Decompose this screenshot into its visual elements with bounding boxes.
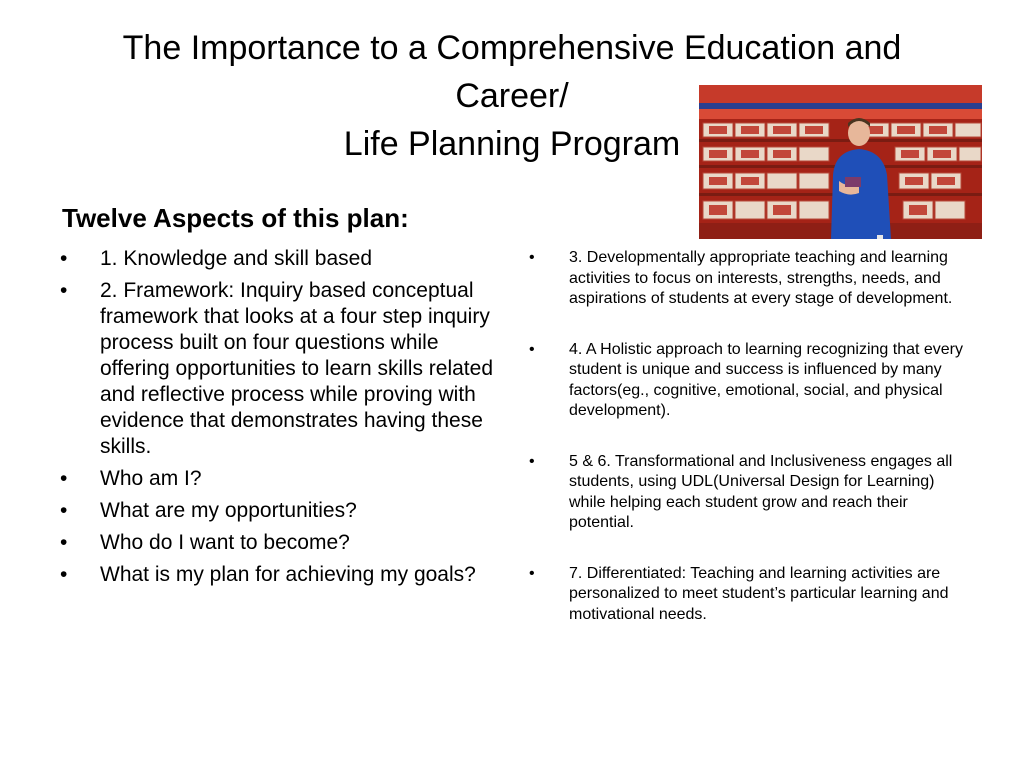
list-item: • What is my plan for achieving my goals?	[60, 563, 476, 586]
title-line-1: The Importance to a Comprehensive Education and	[122, 29, 902, 67]
bullet-icon: •	[60, 499, 68, 522]
student-photo	[699, 85, 982, 239]
list-item: • 4. A Holistic approach to learning recognizing that every student is unique and success is influenced by many factors(eg., cognitive, emotional, social, and physical development).	[529, 340, 964, 419]
bullet-icon: •	[60, 563, 68, 586]
list-item: • Who am I?	[60, 467, 202, 490]
list-item: • 1. Knowledge and skill based	[60, 247, 373, 270]
title-line-3: Life Planning Program	[343, 125, 681, 163]
bullet-icon: •	[529, 564, 535, 582]
bullet-icon: •	[60, 279, 68, 302]
bullet-icon: •	[529, 452, 535, 470]
list-item: • 3. Developmentally appropriate teaching and learning activities to focus on interests, strengths, needs, and aspirations of students at every stage of development.	[529, 249, 953, 307]
bullet-icon: •	[60, 467, 68, 490]
title-line-2: Career/	[455, 77, 569, 115]
list-item: • What are my opportunities?	[60, 499, 357, 522]
list-item: • 7. Differentiated: Teaching and learning activities are personalized to meet student’s particular learning and motivational needs.	[529, 564, 949, 623]
bullet-icon: •	[529, 340, 535, 358]
bullet-icon: •	[60, 531, 68, 554]
list-item: • 5 & 6. Transformational and Inclusiveness engages all students, using UDL(Universal Design for Learning) while helping each student grow and reach their potential.	[529, 452, 953, 531]
left-bullet-list	[60, 246, 500, 594]
bullet-icon: •	[60, 247, 68, 270]
bullet-icon: •	[529, 249, 535, 266]
section-subtitle: Twelve Aspects of this plan:	[62, 203, 409, 233]
list-item: • Who do I want to become?	[60, 531, 350, 554]
meat-counter-photo-illustration	[699, 85, 982, 239]
right-bullet-list	[529, 248, 969, 655]
list-item: • 2. Framework: Inquiry based conceptual framework that looks at a four step inquiry process built on four questions while offering opportunities to learn skills related and reflective process while proving with evidence that demonstrates having these skills.	[60, 279, 494, 458]
